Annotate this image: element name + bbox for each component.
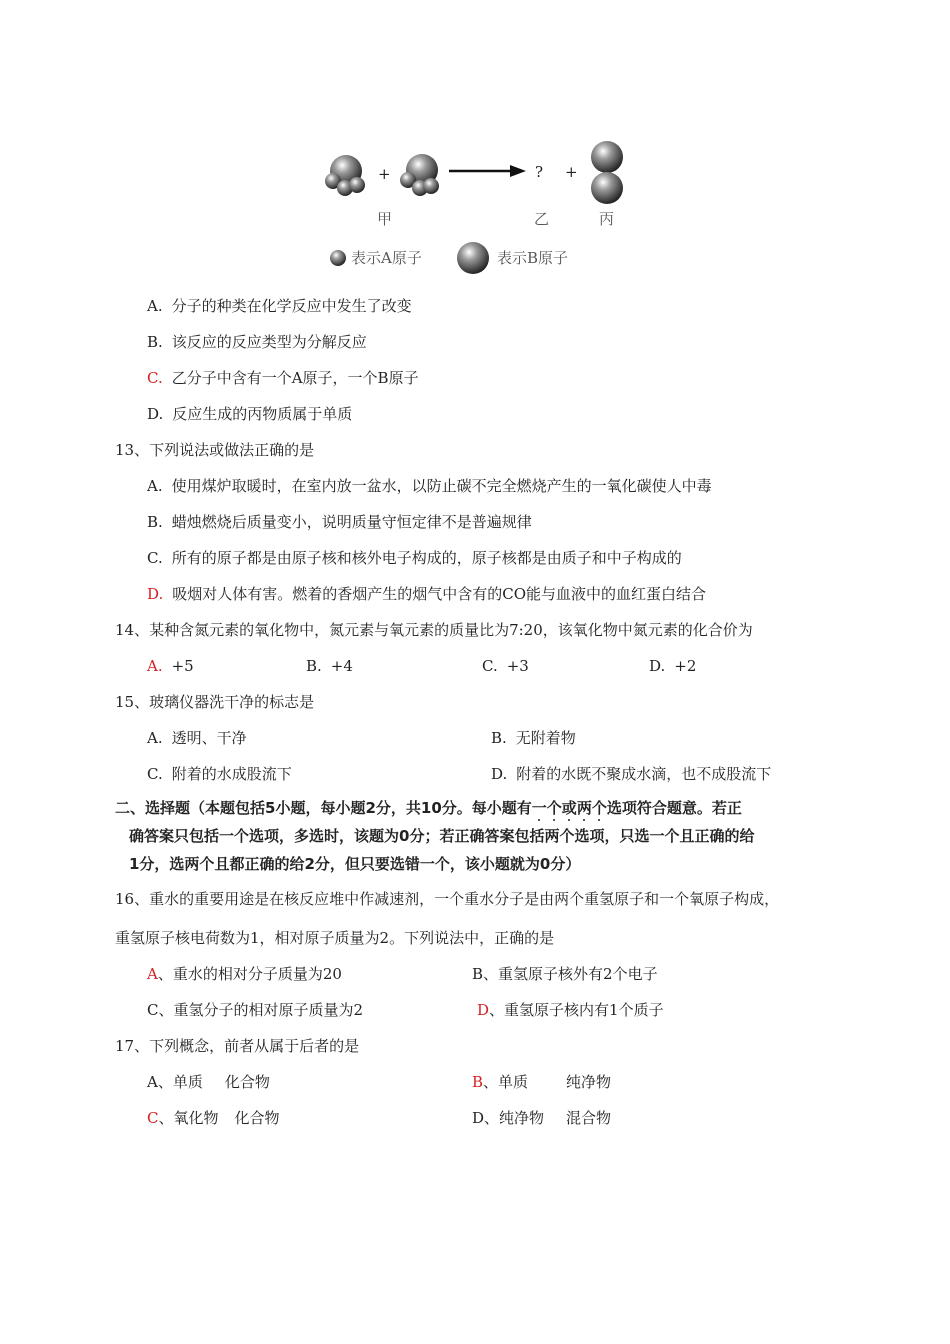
option-letter: C: [147, 1001, 159, 1019]
option-text: +2: [674, 657, 697, 675]
q15-option-a: [147, 728, 247, 748]
q12-option-c: [147, 368, 419, 388]
q13-option-a: [147, 476, 712, 496]
q12-option-a: [147, 296, 412, 316]
section2-text: 选项符合题意。若正: [606, 799, 742, 817]
q14-option-d: [649, 656, 696, 676]
option-text: 乙分子中含有一个A原子，一个B原子: [171, 369, 419, 387]
section2-instructions-line2: 确答案只包括一个选项，多选时，该题为0分；若正确答案包括两个选项，只选一个且正确的给: [129, 827, 755, 845]
option-text: +4: [330, 657, 353, 675]
question-mark: ?: [535, 163, 544, 181]
q17-stem: 17、下列概念，前者从属于后者的是: [115, 1037, 360, 1055]
section2-instructions-line1: [115, 798, 742, 818]
option-text: 、氧化物: [158, 1109, 219, 1127]
option-letter: C.: [482, 657, 498, 675]
q13-option-d: [147, 584, 706, 604]
option-letter: A.: [147, 297, 163, 315]
legend-a-label: 表示A原子: [351, 249, 422, 267]
option-letter: C: [147, 1109, 159, 1127]
label-bing: 丙: [599, 210, 615, 228]
emphasis-char: 一: [531, 799, 547, 817]
option-letter: A.: [147, 657, 163, 675]
option-text: 所有的原子都是由原子核和核外电子构成的，原子核都是由质子和中子构成的: [171, 549, 682, 567]
q14-option-a: [147, 656, 194, 676]
q16-option-c: [147, 1000, 363, 1020]
option-text: 蜡烛燃烧后质量变小，说明质量守恒定律不是普遍规律: [171, 513, 532, 531]
option-letter: A.: [147, 729, 163, 747]
q14-option-b: [306, 656, 353, 676]
q13-option-c: [147, 548, 682, 568]
option-letter: C.: [147, 765, 163, 783]
reaction-diagram: [0, 0, 950, 290]
option-letter: B.: [147, 513, 163, 531]
legend-b-label: 表示B原子: [497, 249, 569, 267]
q17-option-d: [472, 1108, 611, 1128]
q17-option-c: [147, 1108, 280, 1128]
option-text: 吸烟对人体有害。燃着的香烟产生的烟气中含有的CO能与血液中的血红蛋白结合: [172, 585, 707, 603]
option-text: 无附着物: [515, 729, 576, 747]
section2-instructions-line3: 1分，选两个且都正确的给2分，但只要选错一个，该小题就为0分）: [129, 855, 581, 873]
plus-sign: +: [378, 165, 391, 183]
option-letter: B: [472, 1073, 484, 1091]
option-text: 使用煤炉取暖时，在室内放一盆水，以防止碳不完全燃烧产生的一氧化碳使人中毒: [171, 477, 712, 495]
q16-option-d: [477, 1000, 664, 1020]
q16-stem-line2: 重氢原子核电荷数为1，相对原子质量为2。下列说法中，正确的是: [115, 929, 555, 947]
option-text: 分子的种类在化学反应中发生了改变: [171, 297, 412, 315]
option-text-2: 纯净物: [566, 1073, 612, 1091]
option-text: 、重水的相对分子质量为20: [157, 965, 342, 983]
option-letter: C.: [147, 549, 163, 567]
emphasis-char: 个: [546, 799, 562, 817]
option-letter: A.: [147, 477, 163, 495]
option-letter: B.: [491, 729, 507, 747]
emphasis-char: 或: [561, 799, 577, 817]
option-text: 附着的水成股流下: [171, 765, 292, 783]
molecule-reactant-2: [400, 154, 439, 196]
q15-option-c: [147, 764, 292, 784]
option-letter: D.: [491, 765, 508, 783]
option-letter: D: [472, 1109, 485, 1127]
option-letter: C.: [147, 369, 163, 387]
legend-b-atom-icon: [457, 242, 489, 274]
option-text: 、单质: [157, 1073, 203, 1091]
option-letter: D.: [147, 405, 164, 423]
q14-stem: 14、某种含氮元素的氧化物中，氮元素与氧元素的质量比为7:20，该氧化物中氮元素的化合价为: [115, 621, 753, 639]
option-text: +5: [171, 657, 194, 675]
label-jia: 甲: [377, 210, 393, 228]
option-text: 、纯净物: [484, 1109, 545, 1127]
option-letter: A: [147, 965, 158, 983]
option-text: 、重氢原子核外有2个电子: [483, 965, 658, 983]
option-text: +3: [506, 657, 529, 675]
option-text: 、单质: [483, 1073, 529, 1091]
q16-option-b: [472, 964, 658, 984]
option-letter: D: [477, 1001, 490, 1019]
q17-option-a: [147, 1072, 270, 1092]
option-letter: B.: [147, 333, 163, 351]
option-text-2: 化合物: [234, 1109, 280, 1127]
q12-option-b: [147, 332, 367, 352]
q13-option-b: [147, 512, 532, 532]
option-text: 反应生成的丙物质属于单质: [172, 405, 353, 423]
option-letter: A: [147, 1073, 158, 1091]
option-text-2: 混合物: [566, 1109, 612, 1127]
q17-option-b: [472, 1072, 611, 1092]
q12-option-d: [147, 404, 352, 424]
q15-stem: 15、玻璃仪器洗干净的标志是: [115, 693, 315, 711]
option-letter: B.: [306, 657, 322, 675]
plus-sign: +: [565, 163, 578, 181]
option-letter: D.: [649, 657, 666, 675]
option-text: 附着的水既不聚成水滴，也不成股流下: [516, 765, 772, 783]
q16-stem-line1: 16、重水的重要用途是在核反应堆中作减速剂，一个重水分子是由两个重氢原子和一个氧原子构成，: [115, 890, 780, 908]
section2-text: 二、选择题（本题包括5小题，每小题2分，共10分。每小题有: [115, 799, 532, 817]
q15-option-d: [491, 764, 771, 784]
option-text: 、重氢分子的相对原子质量为2: [158, 1001, 364, 1019]
q13-stem: 13、下列说法或做法正确的是: [115, 441, 315, 459]
q15-option-b: [491, 728, 576, 748]
label-yi: 乙: [534, 210, 550, 228]
option-letter: B: [472, 965, 484, 983]
legend-a-atom-icon: [330, 250, 346, 266]
emphasis-char: 个: [591, 799, 607, 817]
option-text-2: 化合物: [224, 1073, 270, 1091]
emphasis-char: 两: [576, 799, 592, 817]
q14-option-c: [482, 656, 529, 676]
option-text: 、重氢原子核内有1个质子: [489, 1001, 664, 1019]
option-text: 该反应的反应类型为分解反应: [171, 333, 367, 351]
reaction-arrow: [449, 165, 526, 177]
option-letter: D.: [147, 585, 164, 603]
option-text: 透明、干净: [171, 729, 247, 747]
molecule-jia: [325, 155, 365, 196]
q16-option-a: [147, 964, 342, 984]
molecule-bing: [591, 141, 623, 204]
